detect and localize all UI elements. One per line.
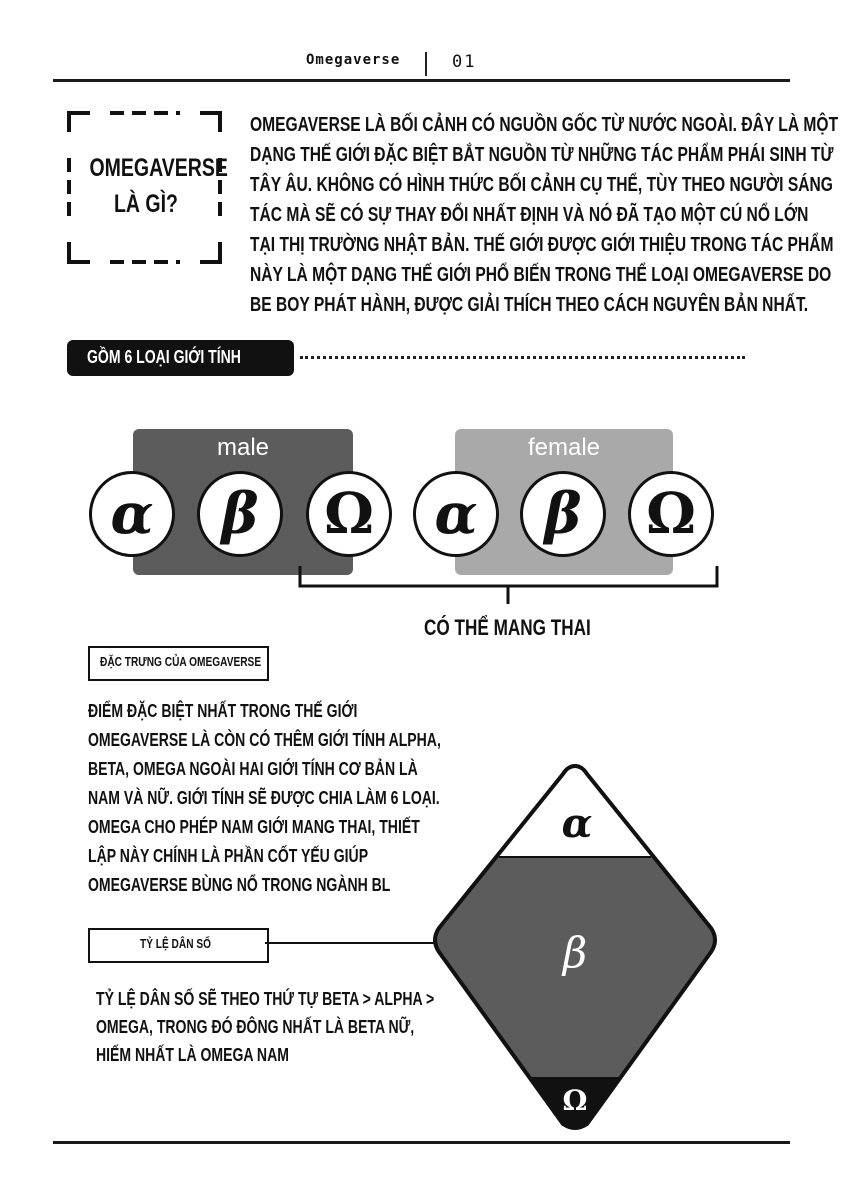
- intro-heading-line2: LÀ GÌ?: [114, 190, 178, 218]
- section-label: [67, 340, 294, 376]
- features-tag: [88, 646, 269, 681]
- features-line: ĐIỂM ĐẶC BIỆT NHẤT TRONG THẾ GIỚI: [88, 701, 358, 721]
- population-diamond: [425, 760, 725, 1135]
- header-title: Omegaverse: [306, 52, 401, 68]
- population-line: HIẾM NHẤT LÀ OMEGA NAM: [96, 1045, 289, 1065]
- intro-paragraph: [250, 110, 839, 320]
- population-paragraph: [96, 985, 434, 1069]
- intro-line: BE BOY PHÁT HÀNH, ĐƯỢC GIẢI THÍCH THEO CÁCH NGUYÊN BẢN NHẤT.: [250, 294, 809, 316]
- intro-line: TẠI THỊ TRƯỜNG NHẬT BẢN. THẾ GIỚI ĐƯỢC GIỚI THIỆU TRONG TÁC PHẨM: [250, 234, 834, 256]
- features-tag-text: ĐẶC TRƯNG CỦA OMEGAVERSE: [100, 654, 262, 669]
- population-tag: [88, 928, 269, 963]
- intro-line: TÁC MÀ SẼ CÓ SỰ THAY ĐỔI NHẤT ĐỊNH VÀ NÓ ĐÃ TẠO MỘT CÚ NỔ LỚN: [250, 204, 809, 226]
- features-paragraph: [88, 697, 441, 900]
- features-line: NAM VÀ NỮ. GIỚI TÍNH SẼ ĐƯỢC CHIA LÀM 6 LOẠI.: [88, 788, 440, 808]
- diamond-omega-symbol: Ω: [562, 1084, 588, 1117]
- features-line: LẬP NÀY CHÍNH LÀ PHẦN CỐT YẾU GIÚP: [88, 846, 369, 866]
- header-divider: [425, 52, 427, 76]
- diamond-alpha-symbol: α: [561, 800, 593, 847]
- diamond-beta-symbol: β: [562, 928, 588, 977]
- features-line: OMEGA CHO PHÉP NAM GIỚI MANG THAI, THIẾT: [88, 817, 420, 837]
- population-line: TỶ LỆ DÂN SỐ SẼ THEO THỨ TỰ BETA > ALPHA >: [96, 989, 435, 1009]
- male-label: male: [216, 434, 270, 461]
- female-beta-symbol: β: [520, 471, 606, 557]
- section-label-text: GỒM 6 LOẠI GIỚI TÍNH: [87, 347, 241, 367]
- intro-line: TÂY ÂU. KHÔNG CÓ HÌNH THỨC BỐI CẢNH CỤ THỂ, TÙY THEO NGƯỜI SÁNG: [250, 174, 833, 196]
- population-line: OMEGA, TRONG ĐÓ ĐÔNG NHẤT LÀ BETA NỮ,: [96, 1017, 415, 1037]
- population-connector: [265, 942, 437, 944]
- features-line: OMEGAVERSE LÀ CÒN CÓ THÊM GIỚI TÍNH ALPHA,: [88, 730, 441, 750]
- header-rule: [53, 79, 790, 82]
- intro-line: NÀY LÀ MỘT DẠNG THẾ GIỚI PHỔ BIẾN TRONG THỂ LOẠI OMEGAVERSE DO: [250, 264, 832, 286]
- female-label: female: [527, 434, 601, 461]
- female-omega-symbol: Ω: [628, 471, 714, 557]
- population-tag-text: TỶ LỆ DÂN SỐ: [140, 936, 211, 951]
- features-line: OMEGAVERSE BÙNG NỔ TRONG NGÀNH BL: [88, 875, 391, 895]
- intro-heading: [70, 150, 228, 222]
- page-number: 01: [452, 52, 477, 72]
- male-beta-symbol: β: [197, 471, 283, 557]
- intro-heading-line1: OMEGAVERSE: [89, 154, 228, 182]
- male-omega-symbol: Ω: [306, 471, 392, 557]
- pregnancy-bracket: [296, 564, 721, 606]
- intro-line: DẠNG THẾ GIỚI ĐẶC BIỆT BẮT NGUỒN TỪ NHỮNG TÁC PHẨM PHÁI SINH TỪ: [250, 144, 834, 166]
- footer-rule: [53, 1141, 790, 1144]
- intro-line: OMEGAVERSE LÀ BỐI CẢNH CÓ NGUỒN GỐC TỪ NƯỚC NGOÀI. ĐÂY LÀ MỘT: [250, 114, 839, 136]
- pregnancy-label: CÓ THỂ MANG THAI: [424, 615, 591, 640]
- features-line: BETA, OMEGA NGOÀI HAI GIỚI TÍNH CƠ BẢN LÀ: [88, 759, 418, 779]
- male-alpha-symbol: α: [89, 471, 175, 557]
- female-alpha-symbol: α: [413, 471, 499, 557]
- section-dotted-line: [300, 356, 745, 359]
